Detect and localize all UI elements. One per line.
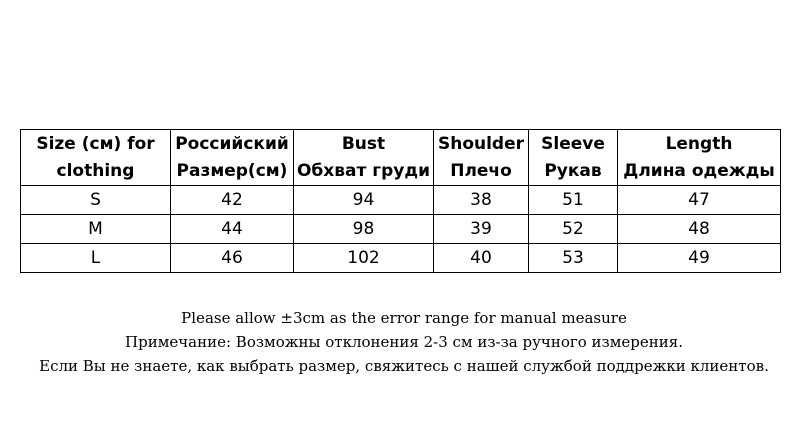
cell-size: M xyxy=(21,215,171,244)
header-sleeve-line2: Рукав xyxy=(544,160,602,181)
header-shoulder-line1: Shoulder xyxy=(437,133,525,154)
header-shoulder xyxy=(434,130,529,186)
table-row xyxy=(21,215,781,244)
cell-russian-size: 46 xyxy=(171,244,294,273)
cell-length: 48 xyxy=(618,215,781,244)
measurement-notes xyxy=(0,306,808,378)
cell-russian-size: 42 xyxy=(171,186,294,215)
note-error-range: Please allow ±3cm as the error range for manual measure xyxy=(181,309,627,327)
header-length-line2: Длина одежды xyxy=(623,160,775,181)
header-size-line2: clothing xyxy=(56,160,135,181)
cell-length: 47 xyxy=(618,186,781,215)
cell-russian-size: 44 xyxy=(171,215,294,244)
cell-shoulder: 38 xyxy=(434,186,529,215)
header-bust-line2: Обхват груди xyxy=(296,160,431,181)
header-bust xyxy=(294,130,434,186)
cell-sleeve: 53 xyxy=(529,244,618,273)
note-deviation-ru: Примечание: Возможны отклонения 2-3 см из-за ручного измерения. xyxy=(125,333,683,351)
header-shoulder-line2: Плечо xyxy=(450,160,512,181)
cell-sleeve: 51 xyxy=(529,186,618,215)
header-size-line1: Size (см) for xyxy=(36,133,155,154)
header-bust-line1: Bust xyxy=(341,133,386,154)
header-length xyxy=(618,130,781,186)
table-row xyxy=(21,186,781,215)
cell-sleeve: 52 xyxy=(529,215,618,244)
header-sleeve-line1: Sleeve xyxy=(541,133,605,154)
cell-bust: 98 xyxy=(294,215,434,244)
cell-shoulder: 40 xyxy=(434,244,529,273)
header-russian-size xyxy=(171,130,294,186)
cell-shoulder: 39 xyxy=(434,215,529,244)
header-size xyxy=(21,130,171,186)
cell-bust: 94 xyxy=(294,186,434,215)
table-row xyxy=(21,244,781,273)
table-header-row xyxy=(21,130,781,186)
size-chart-table xyxy=(20,129,781,273)
header-sleeve xyxy=(529,130,618,186)
cell-size: S xyxy=(21,186,171,215)
cell-length: 49 xyxy=(618,244,781,273)
header-russian-size-line2: Размер(см) xyxy=(176,160,288,181)
note-contact-support: Если Вы не знаете, как выбрать размер, свяжитесь с нашей службой поддрежки клиентов. xyxy=(39,357,769,375)
cell-size: L xyxy=(21,244,171,273)
header-length-line1: Length xyxy=(665,133,733,154)
header-russian-size-line1: Российский xyxy=(175,133,289,154)
cell-bust: 102 xyxy=(294,244,434,273)
